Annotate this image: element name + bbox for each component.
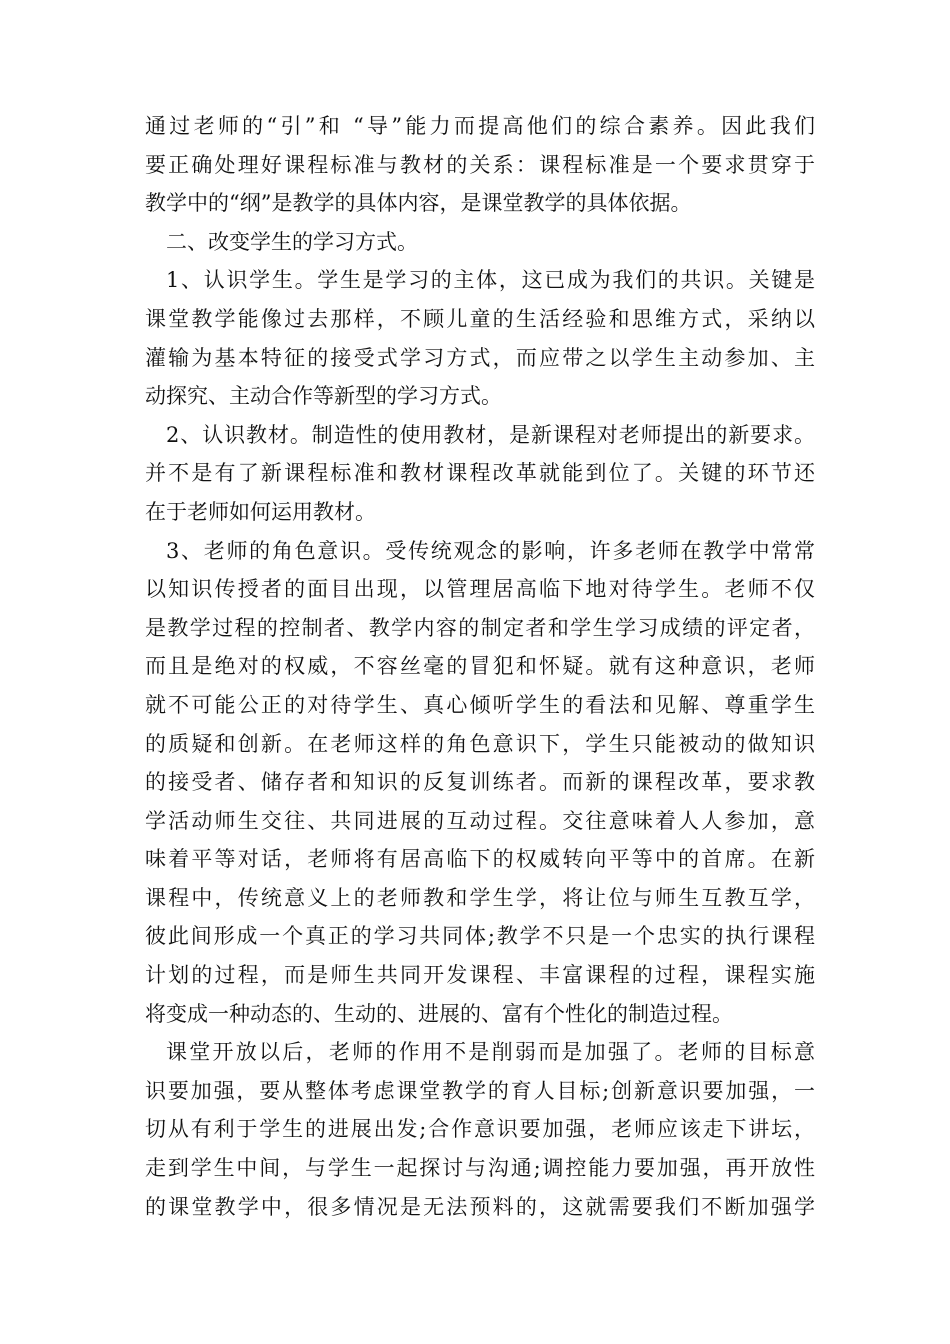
text-line: 2、认识教材。制造性的使用教材，是新课程对老师提出的新要求。 — [166, 422, 815, 447]
text-line: 动探究、主动合作等新型的学习方式。 — [145, 384, 502, 409]
text-line: 的质疑和创新。在老师这样的角色意识下，学生只能被动的做知识 — [145, 731, 815, 756]
text-line: 的课堂教学中，很多情况是无法预料的，这就需要我们不断加强学 — [145, 1194, 815, 1219]
text-line: 而且是绝对的权威，不容丝毫的冒犯和怀疑。就有这种意识，老师 — [145, 654, 815, 679]
text-line: 彼此间形成一个真正的学习共同体;教学不只是一个忠实的执行课程 — [145, 924, 815, 949]
text-line: 识要加强，要从整体考虑课堂教学的育人目标;创新意识要加强，一 — [145, 1078, 815, 1103]
text-line: 教学中的“纲”是教学的具体内容，是课堂教学的具体依据。 — [145, 191, 692, 216]
text-line: 3、老师的角色意识。受传统观念的影响，许多老师在教学中常常 — [166, 538, 815, 563]
text-line: 学活动师生交往、共同进展的互动过程。交往意味着人人参加，意 — [145, 808, 815, 833]
text-line: 计划的过程，而是师生共同开发课程、丰富课程的过程，课程实施 — [145, 963, 815, 988]
text-line: 要正确处理好课程标准与教材的关系：课程标准是一个要求贯穿于 — [145, 152, 815, 177]
text-line: 将变成一种动态的、生动的、进展的、富有个性化的制造过程。 — [145, 1001, 733, 1026]
text-line: 切从有利于学生的进展出发;合作意识要加强，老师应该走下讲坛， — [145, 1117, 815, 1142]
text-line: 味着平等对话，老师将有居高临下的权威转向平等中的首席。在新 — [145, 847, 815, 872]
text-line: 通过老师的“引”和 “导”能力而提高他们的综合素养。因此我们 — [145, 114, 815, 138]
text-line: 是教学过程的控制者、教学内容的制定者和学生学习成绩的评定者， — [145, 615, 815, 640]
text-line: 课程中，传统意义上的老师教和学生学，将让位与师生互教互学， — [145, 885, 815, 910]
text-line: 课堂教学能像过去那样，不顾儿童的生活经验和思维方式，采纳以 — [145, 306, 815, 331]
text-line: 就不可能公正的对待学生、真心倾听学生的看法和见解、尊重学生 — [145, 692, 815, 717]
text-line: 并不是有了新课程标准和教材课程改革就能到位了。关键的环节还 — [145, 461, 815, 486]
section-heading: 二、改变学生的学习方式。 — [166, 229, 418, 254]
text-line: 以知识传授者的面目出现，以管理居高临下地对待学生。老师不仅 — [145, 577, 815, 602]
document-body — [145, 107, 815, 1226]
text-line: 在于老师如何运用教材。 — [145, 499, 376, 524]
text-line: 走到学生中间，与学生一起探讨与沟通;调控能力要加强，再开放性 — [145, 1156, 815, 1181]
text-line: 1、认识学生。学生是学习的主体，这已成为我们的共识。关键是 — [166, 268, 815, 293]
text-line: 灌输为基本特征的接受式学习方式，而应带之以学生主动参加、主 — [145, 345, 815, 370]
text-line: 的接受者、储存者和知识的反复训练者。而新的课程改革，要求教 — [145, 770, 815, 795]
text-line: 课堂开放以后，老师的作用不是削弱而是加强了。老师的目标意 — [166, 1040, 815, 1065]
